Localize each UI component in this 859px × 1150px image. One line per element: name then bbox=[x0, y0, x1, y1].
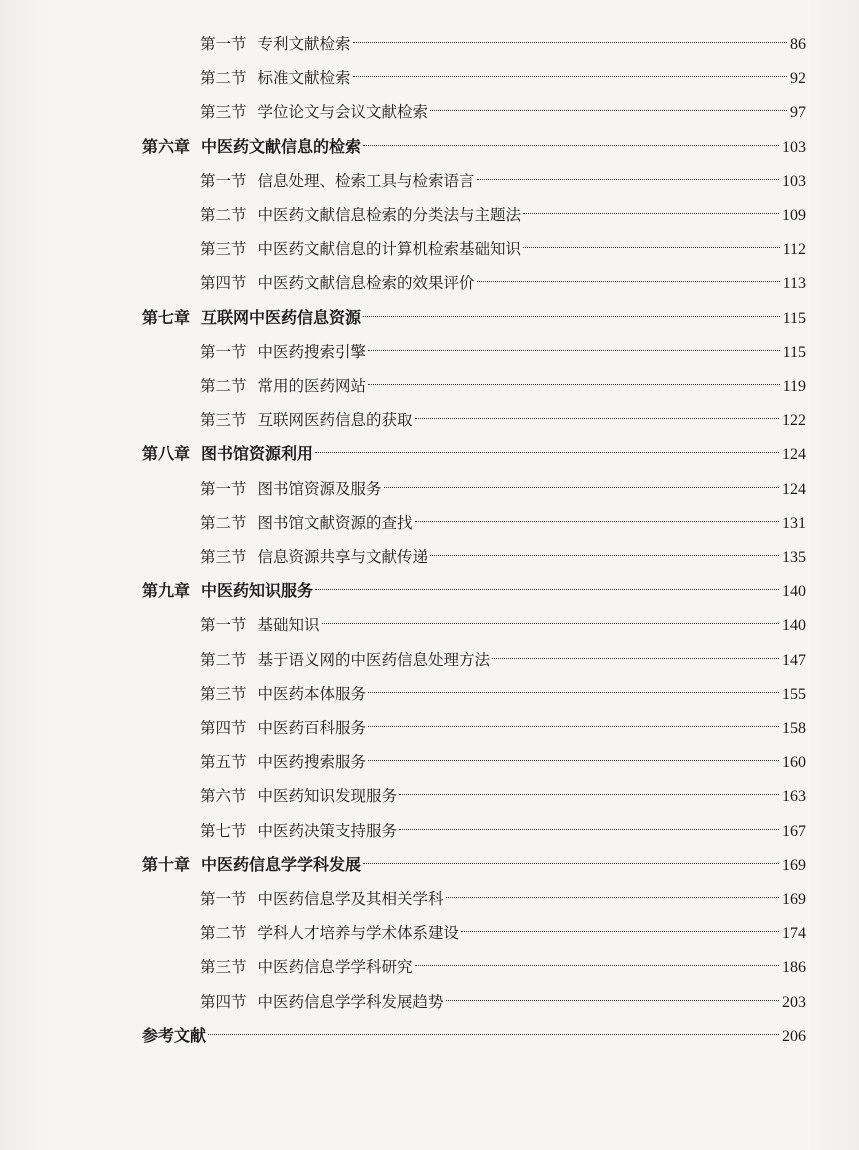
dot-leader bbox=[523, 247, 780, 248]
toc-section-entry bbox=[200, 198, 806, 232]
toc-entry-label bbox=[200, 506, 413, 540]
toc-entry-label bbox=[200, 369, 366, 403]
toc-entry-title: 中医药信息学学科发展 bbox=[201, 854, 362, 874]
toc-entry-number: 第三节 bbox=[200, 958, 247, 977]
toc-section-entry bbox=[200, 61, 806, 95]
dot-leader bbox=[368, 384, 780, 385]
toc-section-entry bbox=[200, 540, 806, 574]
toc-page-number: 103 bbox=[782, 172, 806, 190]
toc-entry-label bbox=[200, 403, 413, 437]
dot-leader bbox=[399, 794, 779, 795]
toc-entry-number: 第七节 bbox=[200, 821, 247, 840]
toc-entry-number: 第三节 bbox=[200, 548, 247, 566]
toc-section-entry bbox=[200, 369, 806, 403]
toc-entry-number: 第三节 bbox=[200, 103, 247, 122]
toc-section-entry bbox=[200, 164, 806, 198]
dot-leader bbox=[353, 76, 787, 77]
toc-page-number: 186 bbox=[782, 959, 806, 977]
toc-page-number: 86 bbox=[790, 36, 806, 53]
dot-leader bbox=[368, 726, 779, 727]
toc-page-number: 119 bbox=[782, 378, 806, 395]
toc-entry-label bbox=[142, 1019, 206, 1053]
dot-leader bbox=[322, 623, 779, 624]
toc-page-number: 124 bbox=[782, 446, 806, 464]
toc-section-entry bbox=[200, 745, 806, 779]
toc-entry-label bbox=[200, 677, 366, 711]
dot-leader bbox=[368, 760, 779, 761]
toc-section-entry bbox=[200, 814, 806, 848]
toc-entry-label bbox=[200, 335, 366, 369]
toc-entry-number: 第三节 bbox=[200, 684, 247, 703]
toc-entry-label bbox=[200, 643, 490, 677]
toc-entry-label bbox=[200, 882, 444, 916]
dot-leader bbox=[353, 42, 787, 43]
dot-leader bbox=[430, 555, 779, 556]
toc-entry-number: 第一节 bbox=[200, 616, 247, 635]
toc-page-number: 140 bbox=[782, 583, 806, 601]
toc-entry-label bbox=[200, 198, 521, 232]
toc-chapter-entry bbox=[142, 130, 806, 164]
toc-page-number: 147 bbox=[782, 651, 806, 669]
toc-chapter-entry bbox=[142, 437, 806, 471]
toc-entry-title: 信息资源共享与文献传递 bbox=[257, 548, 429, 566]
toc-entry-title: 基础知识 bbox=[257, 616, 320, 635]
toc-section-entry bbox=[200, 985, 806, 1019]
toc-page-number: 140 bbox=[782, 617, 806, 635]
toc-page-number: 169 bbox=[782, 856, 806, 874]
toc-section-entry bbox=[200, 403, 806, 437]
toc-entry-title: 中医药信息学学科研究 bbox=[257, 958, 413, 977]
toc-entry-title: 专利文献检索 bbox=[257, 35, 351, 53]
toc-entry-number: 第一节 bbox=[200, 342, 247, 361]
toc-entry-number: 第五节 bbox=[200, 753, 247, 772]
toc-entry-label bbox=[200, 95, 428, 129]
toc-section-entry bbox=[200, 643, 806, 677]
toc-page-number: 155 bbox=[782, 685, 806, 703]
toc-entry-number: 第二节 bbox=[200, 206, 247, 224]
toc-entry-title: 中医药搜索服务 bbox=[257, 753, 367, 772]
dot-leader bbox=[368, 350, 780, 351]
toc-entry-label bbox=[142, 130, 361, 164]
toc-page-number: 203 bbox=[782, 993, 806, 1011]
toc-section-entry bbox=[200, 27, 806, 61]
toc-entry-number: 第一节 bbox=[200, 479, 247, 498]
toc-entry-title: 中医药本体服务 bbox=[257, 684, 367, 703]
toc-entry-title: 中医药搜索引擎 bbox=[257, 342, 367, 361]
toc-entry-number: 第一节 bbox=[200, 35, 247, 53]
toc-entry-label bbox=[200, 779, 397, 813]
toc-page-number: 169 bbox=[782, 891, 806, 908]
toc-entry-label bbox=[200, 540, 428, 574]
toc-entry-label bbox=[200, 745, 366, 779]
toc-section-entry bbox=[200, 232, 806, 266]
toc-entry-title: 互联网医药信息的获取 bbox=[257, 411, 413, 430]
toc-page-number: 115 bbox=[782, 343, 806, 361]
toc-page-number: 124 bbox=[782, 480, 806, 498]
toc-entry-label bbox=[200, 232, 521, 266]
toc-entry-label bbox=[142, 437, 313, 471]
toc-section-entry bbox=[200, 335, 806, 369]
toc-entry-number: 第二节 bbox=[200, 650, 247, 669]
toc-entry-number: 第三节 bbox=[200, 240, 247, 259]
toc-entry-label bbox=[200, 27, 351, 61]
toc-page-number: 103 bbox=[782, 138, 806, 156]
toc-entry-label bbox=[142, 848, 361, 882]
toc-chapter-entry bbox=[142, 301, 806, 335]
dot-leader bbox=[415, 965, 779, 966]
toc-entry-label bbox=[200, 472, 382, 506]
toc-entry-title: 中医药百科服务 bbox=[257, 719, 367, 737]
toc-entry-title: 中医药信息学及其相关学科 bbox=[257, 890, 444, 908]
dot-leader bbox=[363, 863, 779, 864]
toc-entry-label bbox=[200, 916, 459, 950]
toc-entry-number: 第九章 bbox=[142, 581, 191, 601]
toc-page-number: 160 bbox=[782, 754, 806, 772]
toc-section-entry bbox=[200, 779, 806, 813]
toc-entry-number: 第七章 bbox=[142, 307, 191, 327]
toc-entry-title: 信息处理、检索工具与检索语言 bbox=[257, 171, 475, 190]
toc-page-number: 135 bbox=[782, 549, 806, 566]
dot-leader bbox=[368, 692, 779, 693]
toc-section-entry bbox=[200, 882, 806, 916]
toc-section-entry bbox=[200, 916, 806, 950]
toc-entry-title: 中医药知识服务 bbox=[201, 581, 314, 601]
dot-leader bbox=[208, 1034, 779, 1035]
toc-page-number: 158 bbox=[782, 720, 806, 737]
toc-entry-title: 中医药知识发现服务 bbox=[257, 787, 398, 806]
dot-leader bbox=[315, 589, 779, 590]
dot-leader bbox=[363, 145, 779, 146]
toc-entry-label bbox=[142, 574, 313, 608]
toc-page-number: 115 bbox=[782, 309, 806, 327]
toc-entry-title: 中医药决策支持服务 bbox=[257, 821, 398, 840]
toc-entry-title: 学位论文与会议文献检索 bbox=[257, 103, 429, 122]
toc-entry-label bbox=[200, 608, 320, 642]
toc-entry-title: 图书馆资源利用 bbox=[201, 444, 314, 464]
toc-entry-title: 中医药信息学学科发展趋势 bbox=[257, 992, 444, 1011]
toc-section-entry bbox=[200, 677, 806, 711]
dot-leader bbox=[415, 521, 779, 522]
toc-entry-label bbox=[200, 61, 351, 95]
toc-page-number: 167 bbox=[782, 822, 806, 840]
toc-entry-title: 学科人才培养与学术体系建设 bbox=[257, 924, 460, 943]
toc-entry-label bbox=[200, 950, 413, 984]
toc-entry-title: 标准文献检索 bbox=[257, 69, 351, 88]
dot-leader bbox=[523, 213, 779, 214]
dot-leader bbox=[446, 897, 779, 898]
toc-section-entry bbox=[200, 711, 806, 745]
toc-entry-number: 第六章 bbox=[142, 136, 191, 156]
toc-page-number: 92 bbox=[790, 70, 806, 88]
toc-page-number: 113 bbox=[782, 275, 806, 293]
toc-entry-number: 第一节 bbox=[200, 171, 247, 190]
toc-page-number: 131 bbox=[782, 514, 806, 532]
dot-leader bbox=[399, 829, 779, 830]
toc-page-number: 206 bbox=[782, 1027, 806, 1045]
toc-entry-number: 第八章 bbox=[142, 444, 191, 464]
toc-section-entry bbox=[200, 506, 806, 540]
toc-section-entry bbox=[200, 266, 806, 300]
toc-entry-number: 第四节 bbox=[200, 992, 247, 1011]
toc-entry-title: 基于语义网的中医药信息处理方法 bbox=[257, 650, 491, 669]
toc-entry-number: 参考文献 bbox=[142, 1025, 207, 1045]
toc-entry-number: 第四节 bbox=[200, 274, 247, 293]
toc-page-number: 174 bbox=[782, 925, 806, 943]
toc-entry-title: 中医药文献信息的检索 bbox=[201, 136, 362, 156]
toc-entry-label bbox=[200, 164, 475, 198]
toc-entry-label bbox=[200, 711, 366, 745]
toc-entry-title: 互联网中医药信息资源 bbox=[201, 307, 362, 327]
toc-page-number: 109 bbox=[782, 207, 806, 224]
dot-leader bbox=[492, 658, 779, 659]
toc-section-entry bbox=[200, 608, 806, 642]
dot-leader bbox=[430, 110, 787, 111]
toc-entry-number: 第二节 bbox=[200, 513, 247, 532]
toc-entry-label bbox=[200, 985, 444, 1019]
toc-entry-title: 中医药文献信息的计算机检索基础知识 bbox=[257, 240, 522, 259]
toc-entry-number: 第三节 bbox=[200, 411, 247, 430]
toc-entry-title: 中医药文献信息检索的分类法与主题法 bbox=[257, 206, 522, 224]
toc-chapter-entry bbox=[142, 1019, 806, 1053]
toc-entry-label bbox=[200, 814, 397, 848]
dot-leader bbox=[461, 931, 779, 932]
toc-page-number: 112 bbox=[782, 241, 806, 259]
toc-entry-number: 第一节 bbox=[200, 890, 247, 908]
toc-chapter-entry bbox=[142, 848, 806, 882]
toc-page-number: 97 bbox=[790, 104, 806, 122]
dot-leader bbox=[363, 316, 780, 317]
toc-entry-number: 第六节 bbox=[200, 787, 247, 806]
toc-entry-title: 常用的医药网站 bbox=[257, 377, 367, 395]
toc-entry-label bbox=[142, 301, 361, 335]
toc-entry-number: 第二节 bbox=[200, 377, 247, 395]
toc-section-entry bbox=[200, 472, 806, 506]
dot-leader bbox=[446, 1000, 779, 1001]
toc-entry-number: 第十章 bbox=[142, 854, 191, 874]
toc-entry-number: 第二节 bbox=[200, 924, 247, 943]
toc-entry-label bbox=[200, 266, 475, 300]
toc-section-entry bbox=[200, 95, 806, 129]
dot-leader bbox=[477, 281, 780, 282]
dot-leader bbox=[415, 418, 779, 419]
toc-page-number: 163 bbox=[782, 788, 806, 806]
toc-entry-title: 图书馆资源及服务 bbox=[257, 479, 382, 498]
toc-section-entry bbox=[200, 950, 806, 984]
toc-entry-title: 图书馆文献资源的查找 bbox=[257, 513, 413, 532]
dot-leader bbox=[477, 179, 779, 180]
toc-entry-title: 中医药文献信息检索的效果评价 bbox=[257, 274, 475, 293]
toc-entry-number: 第四节 bbox=[200, 719, 247, 737]
dot-leader bbox=[315, 452, 779, 453]
toc-chapter-entry bbox=[142, 574, 806, 608]
toc-entry-number: 第二节 bbox=[200, 69, 247, 88]
toc-page-number: 122 bbox=[782, 412, 806, 430]
dot-leader bbox=[384, 487, 779, 488]
